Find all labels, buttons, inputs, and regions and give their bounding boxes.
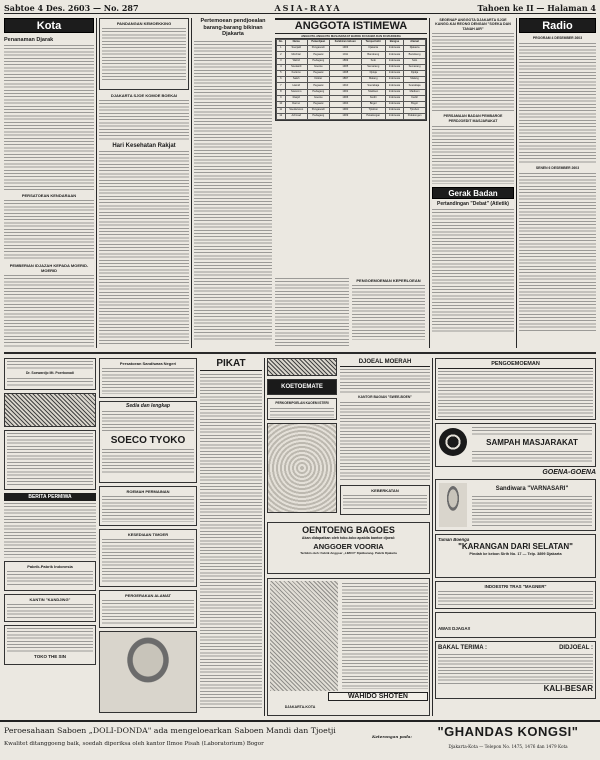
table-cell: Pekalongan (404, 114, 426, 120)
table-cell: Soetomo (285, 89, 307, 95)
footer-keterangan-label: Keterangan pada: (372, 734, 412, 739)
ad-pengoemoeman (435, 358, 596, 420)
ad-kantin (4, 594, 96, 622)
masthead-date: Sabtoe 4 Des. 2603 — No. 287 (4, 2, 139, 13)
table-cell: 8 (277, 89, 286, 95)
pertemoean-headline: Pertemoean pendjoealan barang-barang bikinan Djakarta (200, 18, 266, 37)
persatoean-headline: PERSATOEAN KENDARAAN (21, 193, 77, 198)
pertemoean-column (194, 18, 272, 348)
table-cell: Soekardi (285, 64, 307, 70)
masthead-page-number: Tahoen ke II — Halaman 4 (477, 2, 596, 13)
radio-column (519, 18, 596, 348)
berita-permiwa-header: BERITA PERMIWA (4, 493, 96, 501)
table-cell: 1 (277, 46, 286, 52)
ad-oentoeng-bagoes (267, 522, 430, 574)
table-cell: Semarang (404, 64, 426, 70)
table-cell: 1899 (329, 58, 361, 64)
pandangan-text (102, 28, 186, 80)
table-cell: 1908 (329, 70, 361, 76)
kantor-headline: KANTOR BAGIAN "SWEE-BOEN" (358, 395, 412, 399)
table-cell: Bogor (361, 101, 385, 107)
table-cell: Indonesia (385, 70, 403, 76)
ad-kesediaan-timoer (99, 529, 197, 587)
djakarta-sjoe-headline: DJAKARTA SJOE KOMOE BOEKAI (110, 93, 178, 98)
anggota-istimewa-title: ANGGOTA ISTIMEWA (275, 18, 427, 34)
radio-program-text (519, 43, 596, 163)
pengoemoeman-keperloean-text (352, 285, 425, 340)
didjoeal-label: DIDJOEAL : (559, 645, 593, 651)
table-cell: Rasjid (285, 95, 307, 101)
footer-address: Djakarta-Kota — Telepon No. 1475, 1476 dan 1479 Kota (448, 744, 568, 749)
ad-bottles-illustration (270, 581, 338, 691)
table-cell: Wahid (285, 58, 307, 64)
segenap-headline: SEGENAP ANGGOTA DJAKARTA SJOE KANGO-KAI REONG DENGAN "SOEKA DAN TANAH AIR" (435, 18, 511, 31)
table-cell: Djakarta (404, 46, 426, 52)
ad-text (7, 433, 93, 487)
column-divider (432, 358, 433, 716)
ad-text (472, 427, 592, 435)
soeco-tyoko-brand: SOECO TYOKO (110, 435, 186, 446)
kota-article-text (4, 45, 94, 190)
table-cell: Bandoeng (404, 52, 426, 58)
table-cell: Pengasoeh (307, 108, 329, 114)
hari-kesehatan-headline: Hari Kesehatan Rakjat (112, 143, 176, 149)
table-cell: Soerabaja (404, 83, 426, 89)
footer-line-1: Peroesahaan Saboen „DOLI-DONDA" ada mengeloearkan Saboen Mandi dan Tjoetji (4, 726, 336, 735)
industri-headline: INDOESTRI TRAS "MAGNER" (484, 584, 547, 589)
ad-awas-djaga (435, 612, 596, 638)
ad-product-illustration (267, 423, 337, 513)
ad-karangan-dari-selatan (435, 534, 596, 578)
table-cell: Djokja (404, 70, 426, 76)
ad-industri-magner (435, 581, 596, 609)
wahido-shoten-location: DJAKARTA-KOTA (284, 705, 316, 709)
koetoemate-brand: KOETOEMATE (281, 384, 323, 390)
ad-text (7, 361, 93, 369)
karangan-address: Pindah ke kebon Sirih No. 17 — Telp. 3899 Djakarta (469, 552, 562, 556)
table-cell: Indonesia (385, 46, 403, 52)
pabrik-headline: Pabrik-Pabrik Indonesia (27, 564, 73, 569)
table-header-cell: Kelahiran tahoen (329, 40, 361, 46)
pandangan-column (99, 18, 189, 348)
table-cell: 1900 (329, 108, 361, 114)
ad-block (4, 430, 96, 490)
bakal-terima-label: BAKAL TERIMA : (438, 645, 487, 651)
anggota-istimewa-subtitle: ANGGOTA-ANGGOTA MASJARAKAT BAROE DI DJAWA DAN DI MADOERA (301, 34, 401, 38)
table-cell: Indonesia (385, 52, 403, 58)
table-cell: Indonesia (385, 89, 403, 95)
column-divider (429, 18, 430, 348)
footer-line-2: Kwalitet ditanggoeng baik, soedah diperiksa oleh kantor Ilmoe Pisah (Laboratorium) Bogor (4, 741, 264, 747)
ad-kali-besar (435, 641, 596, 699)
table-cell: Kediri (361, 95, 385, 101)
column-divider (96, 18, 97, 348)
pengoemoeman-header: PENGOEMOEMAN (438, 361, 593, 369)
ad-text (7, 628, 93, 652)
sampah-masjarakat-title: SAMPAH MASJARAKAT (486, 438, 578, 447)
ad-text (7, 604, 93, 618)
table-cell: Pegawai (307, 70, 329, 76)
taman-boenga-label: Taman Boenga (438, 537, 470, 542)
film-reel-icon (439, 428, 467, 456)
toko-the-sin-name: TOKO THE SIN (34, 654, 66, 659)
pemberian-text (4, 275, 94, 348)
table-row (277, 114, 426, 120)
table-cell: Dokter (307, 77, 329, 83)
table-cell: Hamid (285, 83, 307, 89)
ad-text (102, 449, 194, 473)
hari-kesehatan-text (99, 151, 189, 346)
table-cell: 3 (277, 58, 286, 64)
anggota-notes-text (275, 278, 349, 346)
table-cell: 1910 (329, 83, 361, 89)
ad-block (267, 358, 337, 376)
ad-soeco (99, 401, 197, 483)
half-page-divider (4, 352, 596, 354)
pertemoean-text (194, 41, 272, 341)
masthead (4, 2, 596, 14)
table-cell: Indonesia (385, 101, 403, 107)
pertandingan-text (432, 209, 514, 334)
radio-program-date: PROGRAM 4 DESEMBER 2603 (532, 36, 583, 40)
table-cell: Indonesia (385, 58, 403, 64)
ad-text (102, 496, 194, 522)
ad-wahido-shoten (267, 578, 430, 716)
pemberian-idjazah-headline: PEMBERIAN IDJAZAH KEPADA MOERID-MOERID (9, 263, 89, 273)
table-cell: Mochtar (285, 52, 307, 58)
table-cell: Indonesia (385, 108, 403, 114)
ad-toko-the-sin (4, 625, 96, 665)
table-cell: Indonesia (385, 95, 403, 101)
table-cell: Pegawai (307, 101, 329, 107)
table-cell: 12 (277, 114, 286, 120)
table-header-cell: No. (277, 40, 286, 46)
right-ads-column (435, 358, 596, 716)
column-divider (191, 18, 192, 348)
kota-header: Kota (4, 18, 94, 33)
table-cell: Madioen (361, 89, 385, 95)
anggota-notes (275, 278, 427, 348)
table-cell: Darmo (285, 101, 307, 107)
karangan-title: "KARANGAN DARI SELATAN" (458, 542, 573, 551)
djoeal-moerah-header: DJOEAL MOERAH (340, 358, 430, 367)
anggota-table (275, 38, 427, 121)
kaoem-isteri-headline: PERKOEMPOELAN KAOEM ISTERI (275, 401, 329, 405)
dr-soewardjo-name: Dr. Soewardjo Mt. Poerbonadi (25, 371, 75, 375)
table-cell: Tjirebon (361, 108, 385, 114)
oentoeng-bagoes-subline: Akan didapatkan oleh toko-toko apabila bantoe djoeal: (301, 536, 396, 540)
table-cell: Kartono (285, 70, 307, 76)
table-cell: 2 (277, 52, 286, 58)
table-cell: 5 (277, 70, 286, 76)
table-cell: Pegawai (307, 52, 329, 58)
table-cell: Malang (404, 77, 426, 83)
ad-roemah-permainan (99, 486, 197, 526)
kantin-headline: KANTIN "KANDJING" (29, 597, 71, 602)
pergerakan-alamat-headline: PERGERAKAN ALAMAT (125, 593, 171, 598)
table-cell: Saleh (285, 77, 307, 83)
table-cell: Solo (404, 58, 426, 64)
table-cell: Pedagang (307, 89, 329, 95)
table-cell: 1906 (329, 95, 361, 101)
ad-text (343, 495, 427, 511)
ad-text (7, 378, 93, 386)
berita-permiwa-text (4, 503, 96, 558)
ad-text (270, 408, 334, 418)
pengoemoeman-keperloean-headline: PENGOEMOEMAN KEPERLOEAN (356, 278, 421, 283)
table-cell: Malang (361, 77, 385, 83)
pikat-column (200, 358, 262, 716)
pertandingan-headline: Pertandingan "Debat" (Atletik) (437, 201, 509, 208)
ad-pabrik (4, 561, 96, 591)
footer-advert (0, 720, 600, 760)
ad-illustration-woman (99, 631, 197, 713)
middle-ads-column (267, 358, 337, 518)
ad-text (472, 496, 592, 528)
sedia-headline: Sedia dan lengkap (126, 403, 170, 409)
table-cell: Pedagang (307, 114, 329, 120)
goena-goena-banner: GOENA-GOENA (542, 469, 596, 476)
sandiwara-negeri-headline: Persatoean Sandiwara Negeri (119, 361, 177, 366)
table-cell: 9 (277, 95, 286, 101)
anggoer-vooria-maker: Terbikin oleh: Fabrik Anggoer „LIMCO" Djatibarang. Pabrik Djakarta (300, 551, 397, 555)
ad-varnasari (435, 479, 596, 531)
anggota-istimewa-section (275, 18, 427, 274)
djakarta-sjoe-text (99, 100, 189, 140)
radio-program-date-2: SENEN 6 DESEMBER 2603 (535, 166, 580, 170)
ad-text (102, 600, 194, 624)
anggoer-vooria-brand: ANGGOER VOORIA (313, 542, 384, 551)
roemah-permainan-headline: ROEMAH PERMAINAN (126, 489, 170, 494)
ad-text (438, 654, 593, 684)
penanaman-djarak-headline: Penanaman Djarak (4, 37, 54, 43)
varnasari-title: Sandiwara "VARNASARI" (495, 486, 569, 492)
djoeal-moerah-column (340, 358, 430, 518)
pikat-classifieds-text (200, 374, 262, 710)
table-cell: Bandoeng (361, 52, 385, 58)
kota-column (4, 18, 94, 348)
table-cell: Tjirebon (404, 108, 426, 114)
ad-koetoemate (267, 379, 337, 395)
table-cell: 4 (277, 64, 286, 70)
table-cell: Achmad (285, 114, 307, 120)
kali-besar-brand: KALI-BESAR (543, 684, 593, 693)
ad-text (472, 451, 592, 463)
ad-dr-soewardjo (4, 358, 96, 390)
masthead-paper-name: ASIA-RAYA (274, 2, 342, 13)
table-cell: Pedagang (307, 58, 329, 64)
table-cell: 1902 (329, 89, 361, 95)
table-header-cell: Tempat lahir (361, 40, 385, 46)
kantor-text (340, 402, 430, 482)
oentoeng-bagoes-headline: OENTOENG BAGOES (302, 525, 395, 535)
pikat-header: PIKAT (200, 358, 262, 371)
table-cell: 1911 (329, 52, 361, 58)
ad-sampah-masjarakat (435, 423, 596, 467)
table-cell: 7 (277, 83, 286, 89)
table-cell: Goeroe (307, 64, 329, 70)
persatoean-text (4, 200, 94, 260)
djoeal-moerah-text (340, 369, 430, 393)
ad-pergerakan-alamat (99, 590, 197, 628)
radio-program-text-2 (519, 173, 596, 333)
pandangan-headline: PANDANGAN KEMOEKKING (116, 21, 172, 26)
ad-text (7, 571, 93, 587)
table-cell: Pengasoeh (307, 46, 329, 52)
table-cell: 11 (277, 108, 286, 114)
table-cell: Semarang (361, 64, 385, 70)
awas-djaga-headline: AWAS DJAGA!! (438, 626, 471, 631)
table-cell: Pegawai (307, 83, 329, 89)
table-cell: Madioen (404, 89, 426, 95)
ad-text (438, 371, 593, 419)
pandangan-box (99, 18, 189, 90)
ad-text (342, 583, 428, 689)
table-cell: Pekalongan (361, 114, 385, 120)
table-cell: Soerabaja (361, 83, 385, 89)
table-cell: Goeroe (307, 95, 329, 101)
ads-column-b (99, 358, 197, 716)
table-cell: Djokja (361, 70, 385, 76)
ad-block (4, 393, 96, 427)
table-cell: Indonesia (385, 83, 403, 89)
persamaan-text (432, 126, 514, 184)
ad-keberkatan (340, 485, 430, 515)
table-cell: 1905 (329, 64, 361, 70)
table-header-cell: Bangsa (385, 40, 403, 46)
ads-column-a (4, 358, 96, 716)
segenap-column (432, 18, 514, 348)
ad-text (102, 368, 194, 394)
persamaan-headline: PERSAMAAN BADAN PEMBAROE PERDJOEDIT MASJARAKAT (443, 114, 503, 124)
table-cell: 1897 (329, 77, 361, 83)
table-cell: 1909 (329, 114, 361, 120)
segenap-text (432, 33, 514, 111)
table-cell: Soerjadi (285, 46, 307, 52)
kesediaan-timoer-headline: KESEDIAAN TIMOER (127, 532, 169, 537)
keberkatan-headline: KEBERKATAN (371, 488, 399, 493)
wahido-shoten-brand: WAHIDO SHOTEN (328, 692, 428, 701)
table-header-cell: Alamat (404, 40, 426, 46)
ad-text (102, 539, 194, 583)
ghandas-kongsi-brand: "GHANDAS KONGSI" (437, 724, 579, 739)
table-cell: 1903 (329, 46, 361, 52)
ad-kaoem-isteri (267, 398, 337, 420)
ad-text (438, 591, 593, 605)
radio-header: Radio (519, 18, 596, 33)
table-cell: Indonesia (385, 77, 403, 83)
actress-portrait (439, 483, 467, 527)
table-cell: Kediri (404, 95, 426, 101)
gerak-badan-header: Gerak Badan (432, 187, 514, 199)
table-cell: Soedarsono (285, 108, 307, 114)
column-divider (264, 358, 265, 716)
table-cell: Indonesia (385, 64, 403, 70)
table-cell: Solo (361, 58, 385, 64)
ad-sandiwara-negeri (99, 358, 197, 398)
table-header-cell: Pekerdjaan (307, 40, 329, 46)
table-header-cell: Nama (285, 40, 307, 46)
ad-text (102, 411, 194, 433)
table-cell: Djakarta (361, 46, 385, 52)
table-cell: Bogor (404, 101, 426, 107)
table-cell: 1904 (329, 101, 361, 107)
table-cell: 10 (277, 101, 286, 107)
table-cell: 6 (277, 77, 286, 83)
column-divider (516, 18, 517, 348)
table-cell: Indonesia (385, 114, 403, 120)
